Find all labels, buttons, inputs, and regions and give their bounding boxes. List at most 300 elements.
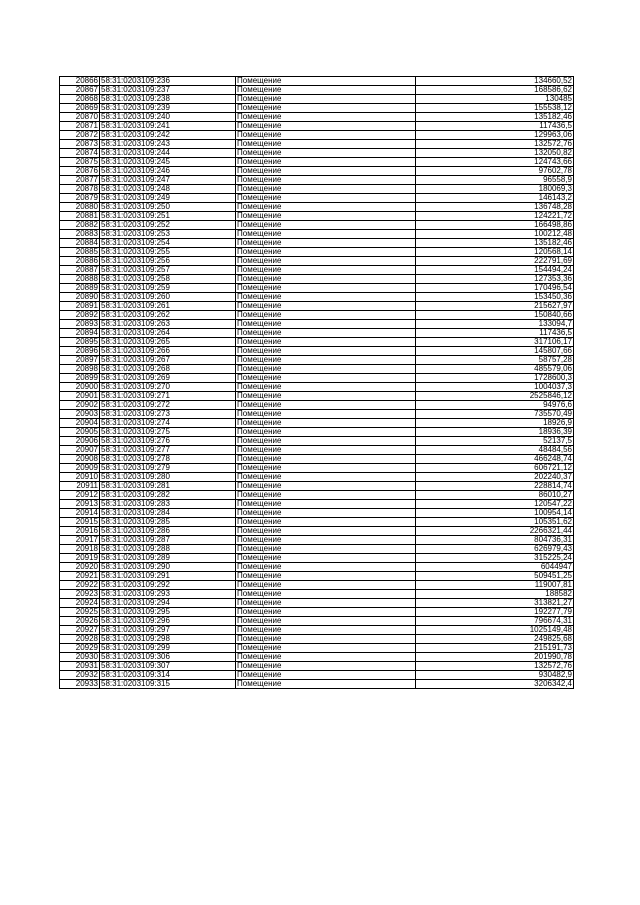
row-number-cell: 20870 [60, 113, 100, 122]
cadastral-value-cell: 606721,12 [416, 464, 574, 473]
row-number-cell: 20916 [60, 527, 100, 536]
cadastral-value-cell: 485579,06 [416, 365, 574, 374]
object-type-cell: Помещение [236, 338, 416, 347]
row-number-cell: 20891 [60, 302, 100, 311]
cadastral-number-cell: 58:31:0203109:237 [100, 86, 236, 95]
cadastral-number-cell: 58:31:0203109:280 [100, 473, 236, 482]
object-type-cell: Помещение [236, 464, 416, 473]
table-row [60, 77, 574, 86]
cadastral-value-cell: 796674,31 [416, 617, 574, 626]
table-row [60, 509, 574, 518]
object-type-cell: Помещение [236, 149, 416, 158]
object-type-cell: Помещение [236, 275, 416, 284]
object-type-cell: Помещение [236, 419, 416, 428]
cadastral-number-cell: 58:31:0203109:252 [100, 221, 236, 230]
table-row [60, 581, 574, 590]
object-type-cell: Помещение [236, 644, 416, 653]
row-number-cell: 20908 [60, 455, 100, 464]
cadastral-value-cell: 170496,54 [416, 284, 574, 293]
row-number-cell: 20886 [60, 257, 100, 266]
cadastral-number-cell: 58:31:0203109:251 [100, 212, 236, 221]
cadastral-number-cell: 58:31:0203109:241 [100, 122, 236, 131]
cadastral-value-cell: 317106,17 [416, 338, 574, 347]
table-row [60, 140, 574, 149]
cadastral-value-cell: 94976,6 [416, 401, 574, 410]
table-row [60, 266, 574, 275]
table-row [60, 347, 574, 356]
row-number-cell: 20906 [60, 437, 100, 446]
table-row [60, 149, 574, 158]
cadastral-value-cell: 2266321,44 [416, 527, 574, 536]
row-number-cell: 20869 [60, 104, 100, 113]
cadastral-value-cell: 117436,5 [416, 122, 574, 131]
table-row [60, 590, 574, 599]
row-number-cell: 20905 [60, 428, 100, 437]
cadastral-value-cell: 134660,52 [416, 77, 574, 86]
table-row [60, 176, 574, 185]
table-row [60, 644, 574, 653]
object-type-cell: Помещение [236, 185, 416, 194]
table-row [60, 194, 574, 203]
cadastral-value-cell: 202240,37 [416, 473, 574, 482]
cadastral-number-cell: 58:31:0203109:296 [100, 617, 236, 626]
table-row [60, 284, 574, 293]
cadastral-number-cell: 58:31:0203109:275 [100, 428, 236, 437]
row-number-cell: 20879 [60, 194, 100, 203]
object-type-cell: Помещение [236, 221, 416, 230]
row-number-cell: 20923 [60, 590, 100, 599]
table-row [60, 365, 574, 374]
row-number-cell: 20922 [60, 581, 100, 590]
object-type-cell: Помещение [236, 122, 416, 131]
table-row [60, 455, 574, 464]
row-number-cell: 20900 [60, 383, 100, 392]
cadastral-number-cell: 58:31:0203109:247 [100, 176, 236, 185]
cadastral-value-cell: 1004037,3 [416, 383, 574, 392]
object-type-cell: Помещение [236, 410, 416, 419]
cadastral-number-cell: 58:31:0203109:307 [100, 662, 236, 671]
cadastral-number-cell: 58:31:0203109:240 [100, 113, 236, 122]
cadastral-value-cell: 130485 [416, 95, 574, 104]
row-number-cell: 20873 [60, 140, 100, 149]
table-row [60, 203, 574, 212]
row-number-cell: 20929 [60, 644, 100, 653]
object-type-cell: Помещение [236, 491, 416, 500]
object-type-cell: Помещение [236, 536, 416, 545]
row-number-cell: 20894 [60, 329, 100, 338]
table-row [60, 428, 574, 437]
table-row [60, 158, 574, 167]
cadastral-number-cell: 58:31:0203109:315 [100, 680, 236, 689]
cadastral-value-cell: 127353,36 [416, 275, 574, 284]
object-type-cell: Помещение [236, 176, 416, 185]
cadastral-value-cell: 930482,9 [416, 671, 574, 680]
table-row [60, 302, 574, 311]
cadastral-number-cell: 58:31:0203109:265 [100, 338, 236, 347]
cadastral-value-cell: 18936,39 [416, 428, 574, 437]
object-type-cell: Помещение [236, 572, 416, 581]
object-type-cell: Помещение [236, 293, 416, 302]
object-type-cell: Помещение [236, 356, 416, 365]
cadastral-value-cell: 145807,66 [416, 347, 574, 356]
cadastral-number-cell: 58:31:0203109:314 [100, 671, 236, 680]
table-row [60, 536, 574, 545]
cadastral-number-cell: 58:31:0203109:249 [100, 194, 236, 203]
object-type-cell: Помещение [236, 248, 416, 257]
cadastral-value-cell: 154494,24 [416, 266, 574, 275]
table-row [60, 275, 574, 284]
row-number-cell: 20880 [60, 203, 100, 212]
cadastral-number-cell: 58:31:0203109:269 [100, 374, 236, 383]
table-row [60, 680, 574, 689]
row-number-cell: 20867 [60, 86, 100, 95]
cadastral-value-cell: 466248,74 [416, 455, 574, 464]
row-number-cell: 20907 [60, 446, 100, 455]
table-row [60, 662, 574, 671]
row-number-cell: 20902 [60, 401, 100, 410]
table-row [60, 113, 574, 122]
table-row [60, 383, 574, 392]
row-number-cell: 20881 [60, 212, 100, 221]
object-type-cell: Помещение [236, 95, 416, 104]
cadastral-value-cell: 735570,49 [416, 410, 574, 419]
cadastral-number-cell: 58:31:0203109:264 [100, 329, 236, 338]
cadastral-value-cell: 1025149,48 [416, 626, 574, 635]
object-type-cell: Помещение [236, 104, 416, 113]
row-number-cell: 20888 [60, 275, 100, 284]
cadastral-value-cell: 222791,69 [416, 257, 574, 266]
cadastral-value-cell: 153450,36 [416, 293, 574, 302]
cadastral-number-cell: 58:31:0203109:261 [100, 302, 236, 311]
table-row [60, 293, 574, 302]
cadastral-number-cell: 58:31:0203109:244 [100, 149, 236, 158]
object-type-cell: Помещение [236, 590, 416, 599]
cadastral-value-cell: 133094,7 [416, 320, 574, 329]
object-type-cell: Помещение [236, 545, 416, 554]
cadastral-value-cell: 124221,72 [416, 212, 574, 221]
cadastral-number-cell: 58:31:0203109:257 [100, 266, 236, 275]
table-row [60, 473, 574, 482]
table-row [60, 437, 574, 446]
row-number-cell: 20887 [60, 266, 100, 275]
row-number-cell: 20883 [60, 230, 100, 239]
row-number-cell: 20913 [60, 500, 100, 509]
object-type-cell: Помещение [236, 563, 416, 572]
cadastral-value-cell: 97602,78 [416, 167, 574, 176]
table-row [60, 599, 574, 608]
cadastral-number-cell: 58:31:0203109:250 [100, 203, 236, 212]
row-number-cell: 20924 [60, 599, 100, 608]
object-type-cell: Помещение [236, 347, 416, 356]
object-type-cell: Помещение [236, 428, 416, 437]
table-row [60, 239, 574, 248]
table-row [60, 248, 574, 257]
table-row [60, 635, 574, 644]
object-type-cell: Помещение [236, 311, 416, 320]
cadastral-value-cell: 136748,28 [416, 203, 574, 212]
object-type-cell: Помещение [236, 266, 416, 275]
cadastral-number-cell: 58:31:0203109:278 [100, 455, 236, 464]
row-number-cell: 20917 [60, 536, 100, 545]
row-number-cell: 20914 [60, 509, 100, 518]
cadastral-number-cell: 58:31:0203109:295 [100, 608, 236, 617]
table-row [60, 518, 574, 527]
object-type-cell: Помещение [236, 401, 416, 410]
row-number-cell: 20928 [60, 635, 100, 644]
row-number-cell: 20872 [60, 131, 100, 140]
cadastral-number-cell: 58:31:0203109:283 [100, 500, 236, 509]
object-type-cell: Помещение [236, 482, 416, 491]
cadastral-value-cell: 313821,27 [416, 599, 574, 608]
row-number-cell: 20898 [60, 365, 100, 374]
cadastral-number-cell: 58:31:0203109:248 [100, 185, 236, 194]
cadastral-value-cell: 249825,68 [416, 635, 574, 644]
table-row [60, 104, 574, 113]
row-number-cell: 20932 [60, 671, 100, 680]
row-number-cell: 20876 [60, 167, 100, 176]
cadastral-number-cell: 58:31:0203109:270 [100, 383, 236, 392]
table-row [60, 338, 574, 347]
cadastral-number-cell: 58:31:0203109:285 [100, 518, 236, 527]
cadastral-value-cell: 315225,24 [416, 554, 574, 563]
row-number-cell: 20877 [60, 176, 100, 185]
table-row [60, 500, 574, 509]
cadastral-value-cell: 100212,48 [416, 230, 574, 239]
object-type-cell: Помещение [236, 581, 416, 590]
cadastral-number-cell: 58:31:0203109:260 [100, 293, 236, 302]
object-type-cell: Помещение [236, 617, 416, 626]
cadastral-number-cell: 58:31:0203109:290 [100, 563, 236, 572]
row-number-cell: 20897 [60, 356, 100, 365]
object-type-cell: Помещение [236, 554, 416, 563]
table-row [60, 212, 574, 221]
cadastral-value-cell: 3206342,4 [416, 680, 574, 689]
cadastral-value-cell: 48484,56 [416, 446, 574, 455]
cadastral-number-cell: 58:31:0203109:255 [100, 248, 236, 257]
cadastral-number-cell: 58:31:0203109:256 [100, 257, 236, 266]
object-type-cell: Помещение [236, 671, 416, 680]
object-type-cell: Помещение [236, 509, 416, 518]
object-type-cell: Помещение [236, 662, 416, 671]
object-type-cell: Помещение [236, 257, 416, 266]
row-number-cell: 20927 [60, 626, 100, 635]
cadastral-number-cell: 58:31:0203109:287 [100, 536, 236, 545]
object-type-cell: Помещение [236, 77, 416, 86]
table-row [60, 545, 574, 554]
row-number-cell: 20901 [60, 392, 100, 401]
cadastral-number-cell: 58:31:0203109:273 [100, 410, 236, 419]
cadastral-value-cell: 120568,14 [416, 248, 574, 257]
cadastral-value-cell: 129963,06 [416, 131, 574, 140]
cadastral-value-cell: 509451,25 [416, 572, 574, 581]
table-row [60, 554, 574, 563]
cadastral-value-cell: 120547,22 [416, 500, 574, 509]
object-type-cell: Помещение [236, 140, 416, 149]
object-type-cell: Помещение [236, 626, 416, 635]
table-row [60, 320, 574, 329]
cadastral-number-cell: 58:31:0203109:262 [100, 311, 236, 320]
table-row [60, 671, 574, 680]
cadastral-number-cell: 58:31:0203109:279 [100, 464, 236, 473]
row-number-cell: 20903 [60, 410, 100, 419]
object-type-cell: Помещение [236, 212, 416, 221]
cadastral-value-cell: 2525846,12 [416, 392, 574, 401]
cadastral-value-cell: 124743,66 [416, 158, 574, 167]
cadastral-value-cell: 96558,9 [416, 176, 574, 185]
cadastral-number-cell: 58:31:0203109:274 [100, 419, 236, 428]
table-row [60, 572, 574, 581]
cadastral-value-cell: 119007,81 [416, 581, 574, 590]
cadastral-number-cell: 58:31:0203109:286 [100, 527, 236, 536]
table-row [60, 617, 574, 626]
row-number-cell: 20882 [60, 221, 100, 230]
object-type-cell: Помещение [236, 599, 416, 608]
object-type-cell: Помещение [236, 158, 416, 167]
cadastral-number-cell: 58:31:0203109:297 [100, 626, 236, 635]
object-type-cell: Помещение [236, 437, 416, 446]
cadastral-value-cell: 117436,5 [416, 329, 574, 338]
cadastral-number-cell: 58:31:0203109:272 [100, 401, 236, 410]
cadastral-value-cell: 105351,62 [416, 518, 574, 527]
row-number-cell: 20931 [60, 662, 100, 671]
cadastral-value-cell: 192277,79 [416, 608, 574, 617]
object-type-cell: Помещение [236, 230, 416, 239]
table-row [60, 167, 574, 176]
cadastral-number-cell: 58:31:0203109:306 [100, 653, 236, 662]
cadastral-value-cell: 58757,28 [416, 356, 574, 365]
row-number-cell: 20871 [60, 122, 100, 131]
cadastral-number-cell: 58:31:0203109:282 [100, 491, 236, 500]
row-number-cell: 20909 [60, 464, 100, 473]
object-type-cell: Помещение [236, 374, 416, 383]
object-type-cell: Помещение [236, 284, 416, 293]
cadastral-value-cell: 1728600,3 [416, 374, 574, 383]
row-number-cell: 20875 [60, 158, 100, 167]
row-number-cell: 20896 [60, 347, 100, 356]
object-type-cell: Помещение [236, 86, 416, 95]
cadastral-number-cell: 58:31:0203109:293 [100, 590, 236, 599]
cadastral-value-cell: 168586,62 [416, 86, 574, 95]
object-type-cell: Помещение [236, 455, 416, 464]
row-number-cell: 20933 [60, 680, 100, 689]
table-row [60, 401, 574, 410]
cadastral-number-cell: 58:31:0203109:246 [100, 167, 236, 176]
table-row [60, 410, 574, 419]
cadastral-number-cell: 58:31:0203109:298 [100, 635, 236, 644]
row-number-cell: 20890 [60, 293, 100, 302]
table-row [60, 185, 574, 194]
table-row [60, 653, 574, 662]
row-number-cell: 20911 [60, 482, 100, 491]
cadastral-number-cell: 58:31:0203109:258 [100, 275, 236, 284]
table-row [60, 329, 574, 338]
cadastral-value-cell: 6044947 [416, 563, 574, 572]
row-number-cell: 20926 [60, 617, 100, 626]
cadastral-number-cell: 58:31:0203109:238 [100, 95, 236, 104]
cadastral-value-cell: 150840,66 [416, 311, 574, 320]
cadastral-number-cell: 58:31:0203109:291 [100, 572, 236, 581]
cadastral-value-cell: 86010,27 [416, 491, 574, 500]
object-type-cell: Помещение [236, 527, 416, 536]
cadastral-number-cell: 58:31:0203109:236 [100, 77, 236, 86]
row-number-cell: 20910 [60, 473, 100, 482]
object-type-cell: Помещение [236, 329, 416, 338]
object-type-cell: Помещение [236, 500, 416, 509]
row-number-cell: 20885 [60, 248, 100, 257]
table-row [60, 356, 574, 365]
object-type-cell: Помещение [236, 239, 416, 248]
table-body [60, 77, 574, 689]
table-row [60, 608, 574, 617]
cadastral-number-cell: 58:31:0203109:288 [100, 545, 236, 554]
object-type-cell: Помещение [236, 365, 416, 374]
table-row [60, 95, 574, 104]
cadastral-number-cell: 58:31:0203109:245 [100, 158, 236, 167]
cadastral-number-cell: 58:31:0203109:277 [100, 446, 236, 455]
row-number-cell: 20915 [60, 518, 100, 527]
table-row [60, 563, 574, 572]
row-number-cell: 20930 [60, 653, 100, 662]
object-type-cell: Помещение [236, 302, 416, 311]
row-number-cell: 20919 [60, 554, 100, 563]
cadastral-number-cell: 58:31:0203109:284 [100, 509, 236, 518]
table-row [60, 626, 574, 635]
table-row [60, 131, 574, 140]
object-type-cell: Помещение [236, 446, 416, 455]
object-type-cell: Помещение [236, 203, 416, 212]
object-type-cell: Помещение [236, 383, 416, 392]
cadastral-number-cell: 58:31:0203109:254 [100, 239, 236, 248]
object-type-cell: Помещение [236, 518, 416, 527]
cadastral-value-cell: 215191,73 [416, 644, 574, 653]
row-number-cell: 20899 [60, 374, 100, 383]
row-number-cell: 20912 [60, 491, 100, 500]
row-number-cell: 20895 [60, 338, 100, 347]
row-number-cell: 20921 [60, 572, 100, 581]
table-row [60, 230, 574, 239]
cadastral-value-cell: 215627,97 [416, 302, 574, 311]
cadastral-number-cell: 58:31:0203109:243 [100, 140, 236, 149]
cadastral-value-cell: 201990,78 [416, 653, 574, 662]
object-type-cell: Помещение [236, 131, 416, 140]
object-type-cell: Помещение [236, 635, 416, 644]
cadastral-number-cell: 58:31:0203109:292 [100, 581, 236, 590]
table-row [60, 446, 574, 455]
cadastral-number-cell: 58:31:0203109:242 [100, 131, 236, 140]
cadastral-number-cell: 58:31:0203109:239 [100, 104, 236, 113]
cadastral-value-cell: 135182,46 [416, 239, 574, 248]
cadastral-value-cell: 228814,74 [416, 482, 574, 491]
object-type-cell: Помещение [236, 167, 416, 176]
cadastral-value-cell: 132050,82 [416, 149, 574, 158]
row-number-cell: 20889 [60, 284, 100, 293]
table-row [60, 482, 574, 491]
table-row [60, 122, 574, 131]
table-row [60, 257, 574, 266]
table-row [60, 311, 574, 320]
table-row [60, 527, 574, 536]
cadastral-value-cell: 146143,2 [416, 194, 574, 203]
cadastral-value-cell: 132572,76 [416, 140, 574, 149]
cadastral-value-cell: 804736,31 [416, 536, 574, 545]
cadastral-value-cell: 135182,46 [416, 113, 574, 122]
object-type-cell: Помещение [236, 320, 416, 329]
object-type-cell: Помещение [236, 608, 416, 617]
row-number-cell: 20892 [60, 311, 100, 320]
table-row [60, 374, 574, 383]
table-row [60, 464, 574, 473]
table-row [60, 419, 574, 428]
